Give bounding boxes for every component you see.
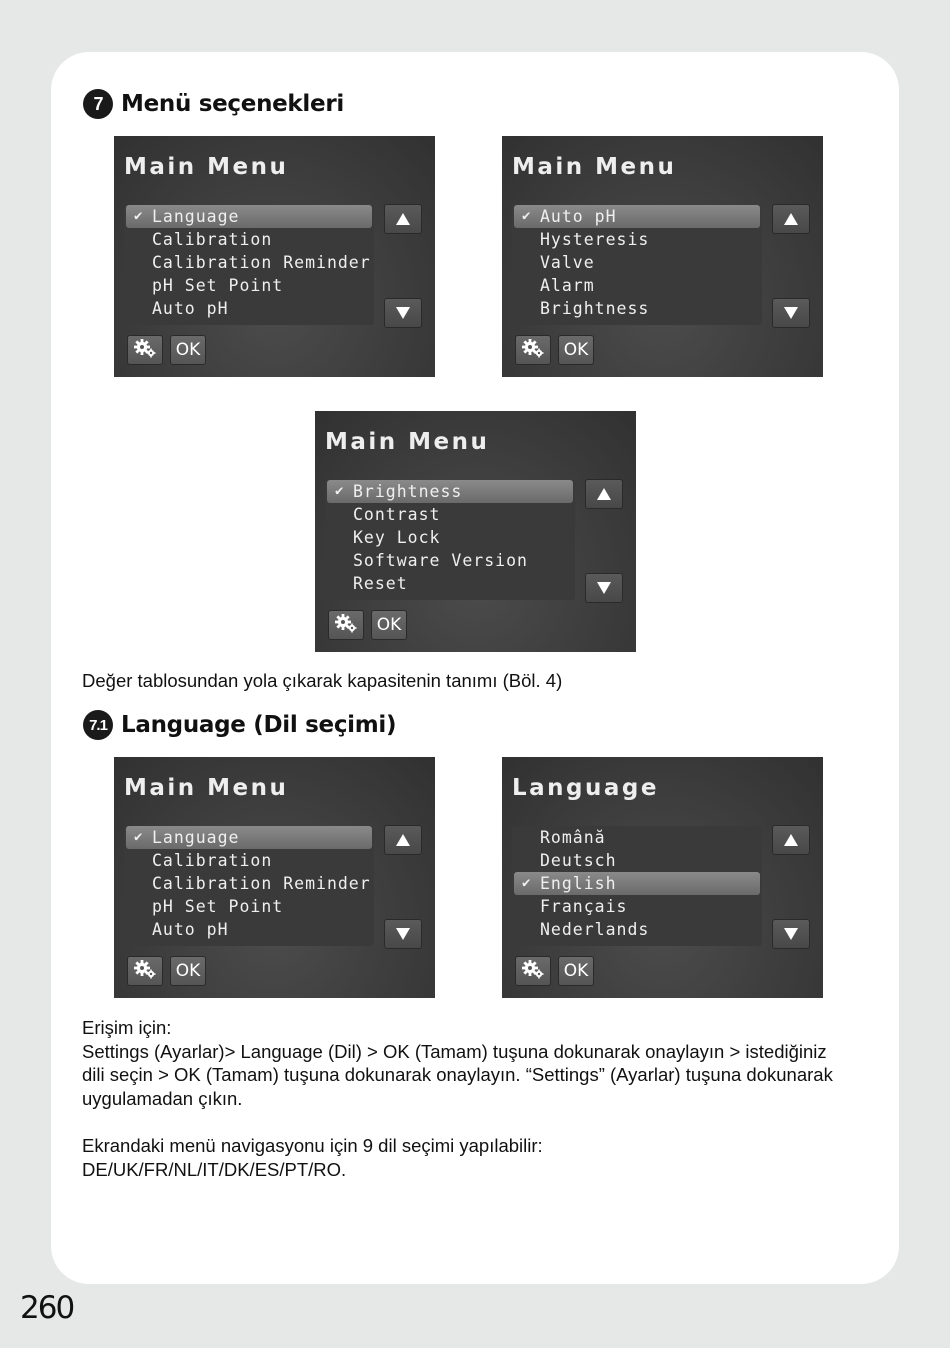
section-7-1-heading [83, 710, 396, 740]
menu-item[interactable] [325, 572, 575, 595]
menu-item-label: Auto pH [152, 299, 229, 318]
device-screen [315, 411, 636, 652]
menu-item-label: Română [540, 828, 606, 847]
settings-button[interactable] [515, 956, 551, 986]
menu-list [325, 480, 575, 600]
check-icon: ✔ [134, 208, 144, 224]
menu-list [124, 205, 374, 325]
menu-item[interactable] [512, 826, 762, 849]
access-label: Erişim için: [82, 1017, 172, 1038]
menu-item-label: Brightness [540, 299, 650, 318]
languages-note-line-2: DE/UK/FR/NL/IT/DK/ES/PT/RO. [82, 1158, 347, 1180]
check-icon: ✔ [522, 875, 532, 891]
menu-item[interactable] [512, 228, 762, 251]
menu-item[interactable] [512, 849, 762, 872]
scroll-down-button[interactable] [384, 298, 422, 328]
menu-item-label: Calibration Reminder [152, 253, 371, 272]
device-screen [114, 757, 435, 998]
menu-item-label: Reset [353, 574, 408, 593]
gear-icon [521, 958, 545, 984]
ok-button[interactable]: OK [170, 956, 206, 986]
access-instructions [82, 1016, 872, 1110]
device-screen [502, 757, 823, 998]
menu-item-label: Language [152, 207, 240, 226]
gear-icon [334, 612, 358, 638]
menu-item[interactable] [124, 895, 374, 918]
menu-item-label: Auto pH [540, 207, 617, 226]
languages-note [82, 1134, 872, 1181]
menu-item[interactable] [512, 297, 762, 320]
menu-item[interactable] [512, 274, 762, 297]
page-number: 260 [20, 1290, 74, 1326]
gear-icon [133, 337, 157, 363]
menu-item[interactable] [325, 526, 575, 549]
screen-title: Main Menu [512, 154, 677, 180]
menu-item-label: pH Set Point [152, 897, 284, 916]
menu-item[interactable] [512, 918, 762, 941]
access-line-1: Settings (Ayarlar)> Language (Dil) > OK (Tamam) tuşuna dokunarak onaylayın > istediğiniz [82, 1040, 827, 1062]
check-icon: ✔ [335, 483, 345, 499]
menu-item-label: Key Lock [353, 528, 441, 547]
menu-item-label: English [540, 874, 617, 893]
section-7-title: Menü seçenekleri [121, 91, 344, 117]
screen-title: Language [512, 775, 659, 801]
section-7-badge: 7 [83, 89, 113, 119]
ok-button[interactable]: OK [170, 335, 206, 365]
section-7-heading [83, 89, 344, 119]
menu-item-label: Hysteresis [540, 230, 650, 249]
menu-item-label: Calibration [152, 230, 273, 249]
menu-item[interactable] [124, 274, 374, 297]
arrow-up-icon [596, 487, 612, 501]
screen-title: Main Menu [124, 154, 289, 180]
scroll-up-button[interactable] [585, 479, 623, 509]
arrow-up-icon [395, 212, 411, 226]
arrow-down-icon [783, 927, 799, 941]
settings-button[interactable] [127, 335, 163, 365]
screen-title: Main Menu [325, 429, 490, 455]
menu-list [512, 205, 762, 325]
caption-text: Değer tablosundan yola çıkarak kapasitenin tanımı (Böl. 4) [82, 670, 563, 691]
check-icon: ✔ [522, 208, 532, 224]
section-7-1-title: Language (Dil seçimi) [121, 712, 397, 738]
menu-item[interactable] [327, 480, 573, 503]
arrow-down-icon [395, 306, 411, 320]
scroll-down-button[interactable] [384, 919, 422, 949]
menu-item-label: Calibration Reminder [152, 874, 371, 893]
menu-item-label: Calibration [152, 851, 273, 870]
arrow-up-icon [783, 212, 799, 226]
menu-item[interactable] [325, 549, 575, 572]
arrow-up-icon [395, 833, 411, 847]
gear-icon [133, 958, 157, 984]
menu-item[interactable] [512, 251, 762, 274]
check-icon: ✔ [134, 829, 144, 845]
menu-item-label: Brightness [353, 482, 463, 501]
menu-item-label: Valve [540, 253, 595, 272]
menu-item[interactable] [124, 918, 374, 941]
menu-item[interactable] [514, 872, 760, 895]
ok-button[interactable]: OK [371, 610, 407, 640]
menu-item[interactable] [514, 205, 760, 228]
scroll-up-button[interactable] [384, 825, 422, 855]
arrow-down-icon [395, 927, 411, 941]
menu-item[interactable] [126, 826, 372, 849]
device-screen [502, 136, 823, 377]
menu-item[interactable] [124, 251, 374, 274]
scroll-down-button[interactable] [772, 919, 810, 949]
menu-item-label: Alarm [540, 276, 595, 295]
arrow-up-icon [783, 833, 799, 847]
languages-note-line-1: Ekrandaki menü navigasyonu için 9 dil seçimi yapılabilir: [82, 1135, 543, 1156]
menu-item[interactable] [126, 205, 372, 228]
access-line-3: uygulamadan çıkın. [82, 1087, 243, 1109]
menu-item[interactable] [512, 895, 762, 918]
scroll-up-button[interactable] [384, 204, 422, 234]
gear-icon [521, 337, 545, 363]
arrow-down-icon [783, 306, 799, 320]
menu-item[interactable] [124, 297, 374, 320]
device-screen [114, 136, 435, 377]
menu-item-label: Nederlands [540, 920, 650, 939]
menu-item-label: pH Set Point [152, 276, 284, 295]
screen-title: Main Menu [124, 775, 289, 801]
settings-button[interactable] [515, 335, 551, 365]
scroll-down-button[interactable] [585, 573, 623, 603]
menu-item-label: Language [152, 828, 240, 847]
menu-item[interactable] [325, 503, 575, 526]
settings-button[interactable] [328, 610, 364, 640]
menu-list [124, 826, 374, 946]
scroll-down-button[interactable] [772, 298, 810, 328]
menu-item-label: Contrast [353, 505, 441, 524]
menu-item[interactable] [124, 849, 374, 872]
ok-button[interactable]: OK [558, 335, 594, 365]
menu-item-label: Software Version [353, 551, 528, 570]
access-line-2: dili seçin > OK (Tamam) tuşuna dokunarak onaylayın. “Settings” (Ayarlar) tuşuna dokunarak [82, 1064, 833, 1085]
arrow-down-icon [596, 581, 612, 595]
ok-button[interactable]: OK [558, 956, 594, 986]
section-7-1-badge: 7.1 [83, 710, 113, 740]
menu-item[interactable] [124, 228, 374, 251]
settings-button[interactable] [127, 956, 163, 986]
menu-item[interactable] [124, 872, 374, 895]
scroll-up-button[interactable] [772, 204, 810, 234]
menu-item-label: Auto pH [152, 920, 229, 939]
scroll-up-button[interactable] [772, 825, 810, 855]
menu-item-label: Deutsch [540, 851, 617, 870]
menu-list [512, 826, 762, 946]
menu-item-label: Français [540, 897, 628, 916]
